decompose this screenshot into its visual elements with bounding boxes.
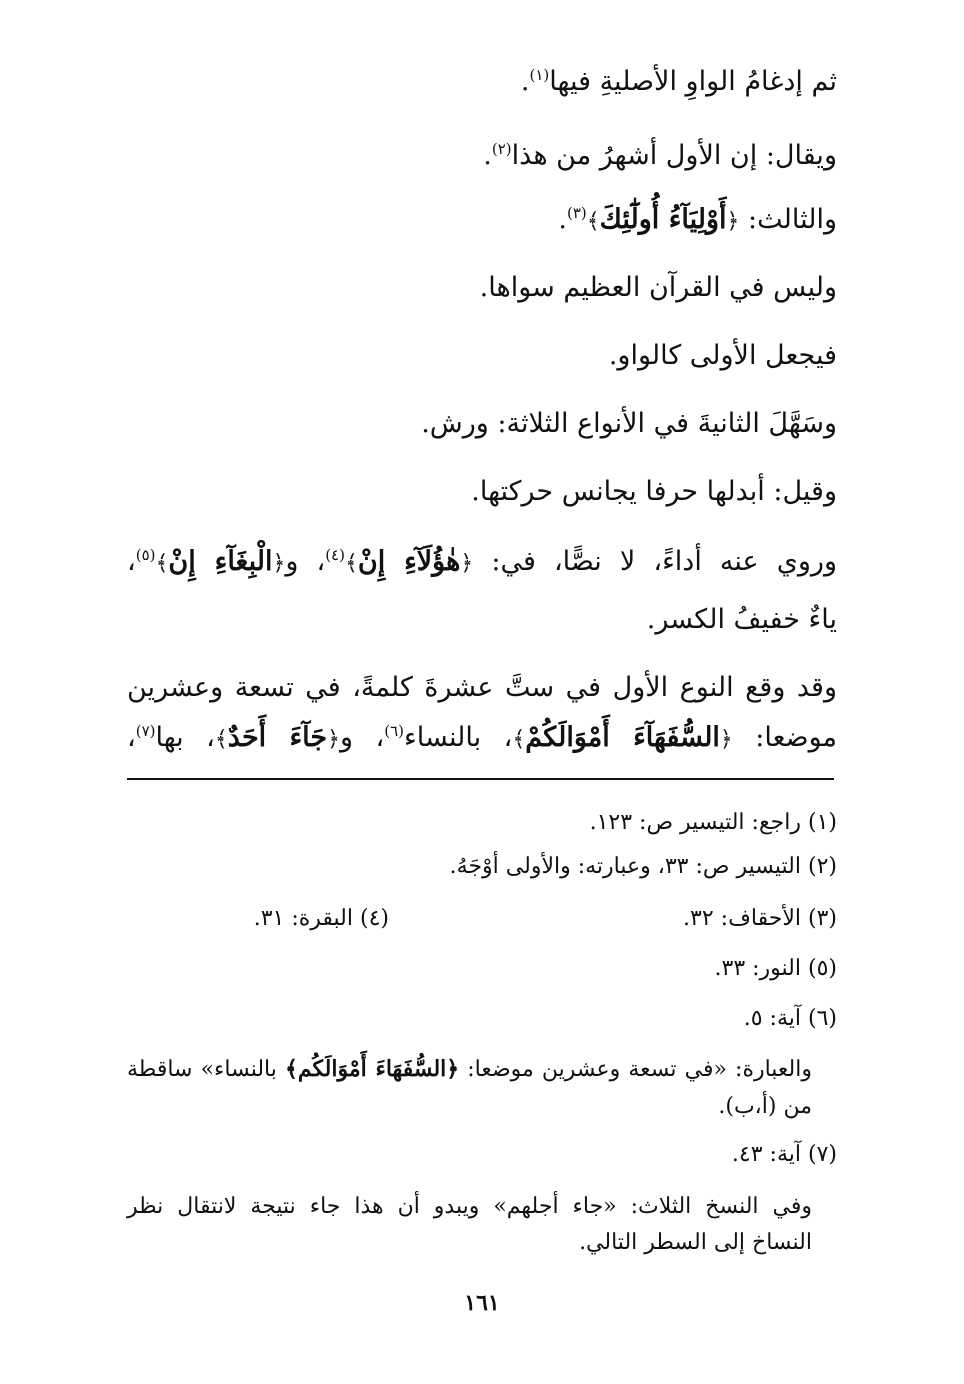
quran-phrase-1: أَوْلِيَآءُ أُولَٰٓئِكَ: [599, 204, 727, 235]
body-line-5: فيجعل الأولى كالواو.: [608, 340, 837, 371]
footnote-6: (٦) آية: ٥.: [743, 1006, 837, 1031]
footnote-6-note-line-2: من (أ،ب).: [718, 1094, 812, 1119]
body-line-2: ويقال: إن الأول أشهرُ من هذا$^{(٢)}$.: [483, 140, 837, 171]
quran-bracket-open: ﴿: [460, 551, 474, 576]
body-line-10: وقد وقع النوع الأول في ستَّ عشرةَ كلمةً، في تسعة وعشرين: [127, 672, 837, 703]
footnote-ref-7[interactable]: (٧): [135, 722, 156, 740]
quran-phrase-5: جَآءَ أَحَدٌ: [227, 722, 328, 753]
footnote-ref-4[interactable]: (٤): [325, 546, 345, 564]
footnote-row-3-4: [127, 902, 837, 936]
quran-bracket-close: ﴾: [155, 551, 169, 576]
quran-phrase-3: الْبِغَآءِ إِنْ: [168, 546, 273, 577]
quran-bracket-open: ﴿: [327, 727, 340, 752]
quran-bracket-close: ﴾: [512, 727, 526, 752]
footnote-2: (٢) التيسير ص: ٣٣، وعبارته: والأولى أوْجَهُ.: [449, 854, 837, 879]
quran-bracket-open: ﴿: [272, 551, 286, 576]
body-line-4: وليس في القرآن العظيم سواها.: [479, 272, 837, 303]
footnote-ref-6[interactable]: (٦): [384, 722, 405, 740]
footnote-ref-1[interactable]: (١): [529, 66, 550, 84]
quran-bracket-close: ﴾: [344, 551, 358, 576]
quran-bracket-open: ﴿: [719, 727, 733, 752]
footnote-ref-2[interactable]: (٢): [491, 140, 512, 158]
footnote-7-note-line-2: النساخ إلى السطر التالي.: [579, 1230, 812, 1255]
body-line-3: والثالث: ﴿أَوْلِيَآءُ أُولَٰٓئِكَ﴾$^{(٣)}$.: [558, 204, 837, 235]
footnote-separator: [127, 778, 834, 780]
footnote-ref-5[interactable]: (٥): [135, 546, 156, 564]
quran-phrase-2: هٰؤُلَآءِ إِنْ: [357, 546, 461, 577]
footnote-1: (١) راجع: التيسير ص: ١٢٣.: [589, 810, 837, 835]
body-line-7: وقيل: أبدلها حرفا يجانس حركتها.: [471, 476, 837, 507]
quran-phrase-footnote: ﴿السُّفَهَاءَ أَمْوَالَكُم﴾: [284, 1056, 460, 1082]
body-line-9: ياءٌ خفيفُ الكسر.: [646, 604, 837, 635]
footnote-6-note-line-1: والعبارة: «في تسعة وعشرين موضعا: ﴿السُّفَهَاءَ أَمْوَالَكُم﴾ بالنساء» ساقطة: [127, 1056, 812, 1082]
quran-bracket-close: ﴾: [214, 727, 228, 752]
footnote-7: (٧) آية: ٤٣.: [731, 1142, 837, 1167]
footnote-5: (٥) النور: ٣٣.: [714, 956, 837, 981]
body-line-6: وسَهَّلَ الثانيةَ في الأنواع الثلاثة: ورش.: [421, 408, 837, 439]
body-line-1: ثم إدغامُ الواوِ الأصليةِ فيها$^{(١)}$.: [520, 66, 837, 97]
quran-bracket-close: ﴾: [586, 209, 600, 234]
quran-phrase-4: السُّفَهَآءَ أَمْوَالَكُمْ: [525, 722, 720, 753]
body-line-11: موضعا: ﴿السُّفَهَآءَ أَمْوَالَكُمْ﴾، بالنساء$^{(٦)}$، و﴿جَآءَ أَحَدٌ﴾، بها$^{(٧)}$،: [127, 722, 837, 753]
footnote-4: (٤) البقرة: ٣١.: [253, 906, 389, 931]
footnote-7-note-line-1: وفي النسخ الثلاث: «جاء أجلهم» ويبدو أن هذا جاء نتيجة لانتقال نظر: [127, 1194, 812, 1219]
page-number: ١٦١: [464, 1290, 500, 1316]
footnote-ref-3[interactable]: (٣): [566, 204, 587, 222]
quran-bracket-open: ﴿: [726, 209, 740, 234]
footnote-3: (٣) الأحقاف: ٣٢.: [683, 906, 837, 931]
body-line-8: وروي عنه أداءً، لا نصًّا، في: ﴿هٰؤُلَآءِ إِنْ﴾$^{(٤)}$، و﴿الْبِغَآءِ إِنْ﴾$^{(٥)}$،: [127, 546, 837, 577]
